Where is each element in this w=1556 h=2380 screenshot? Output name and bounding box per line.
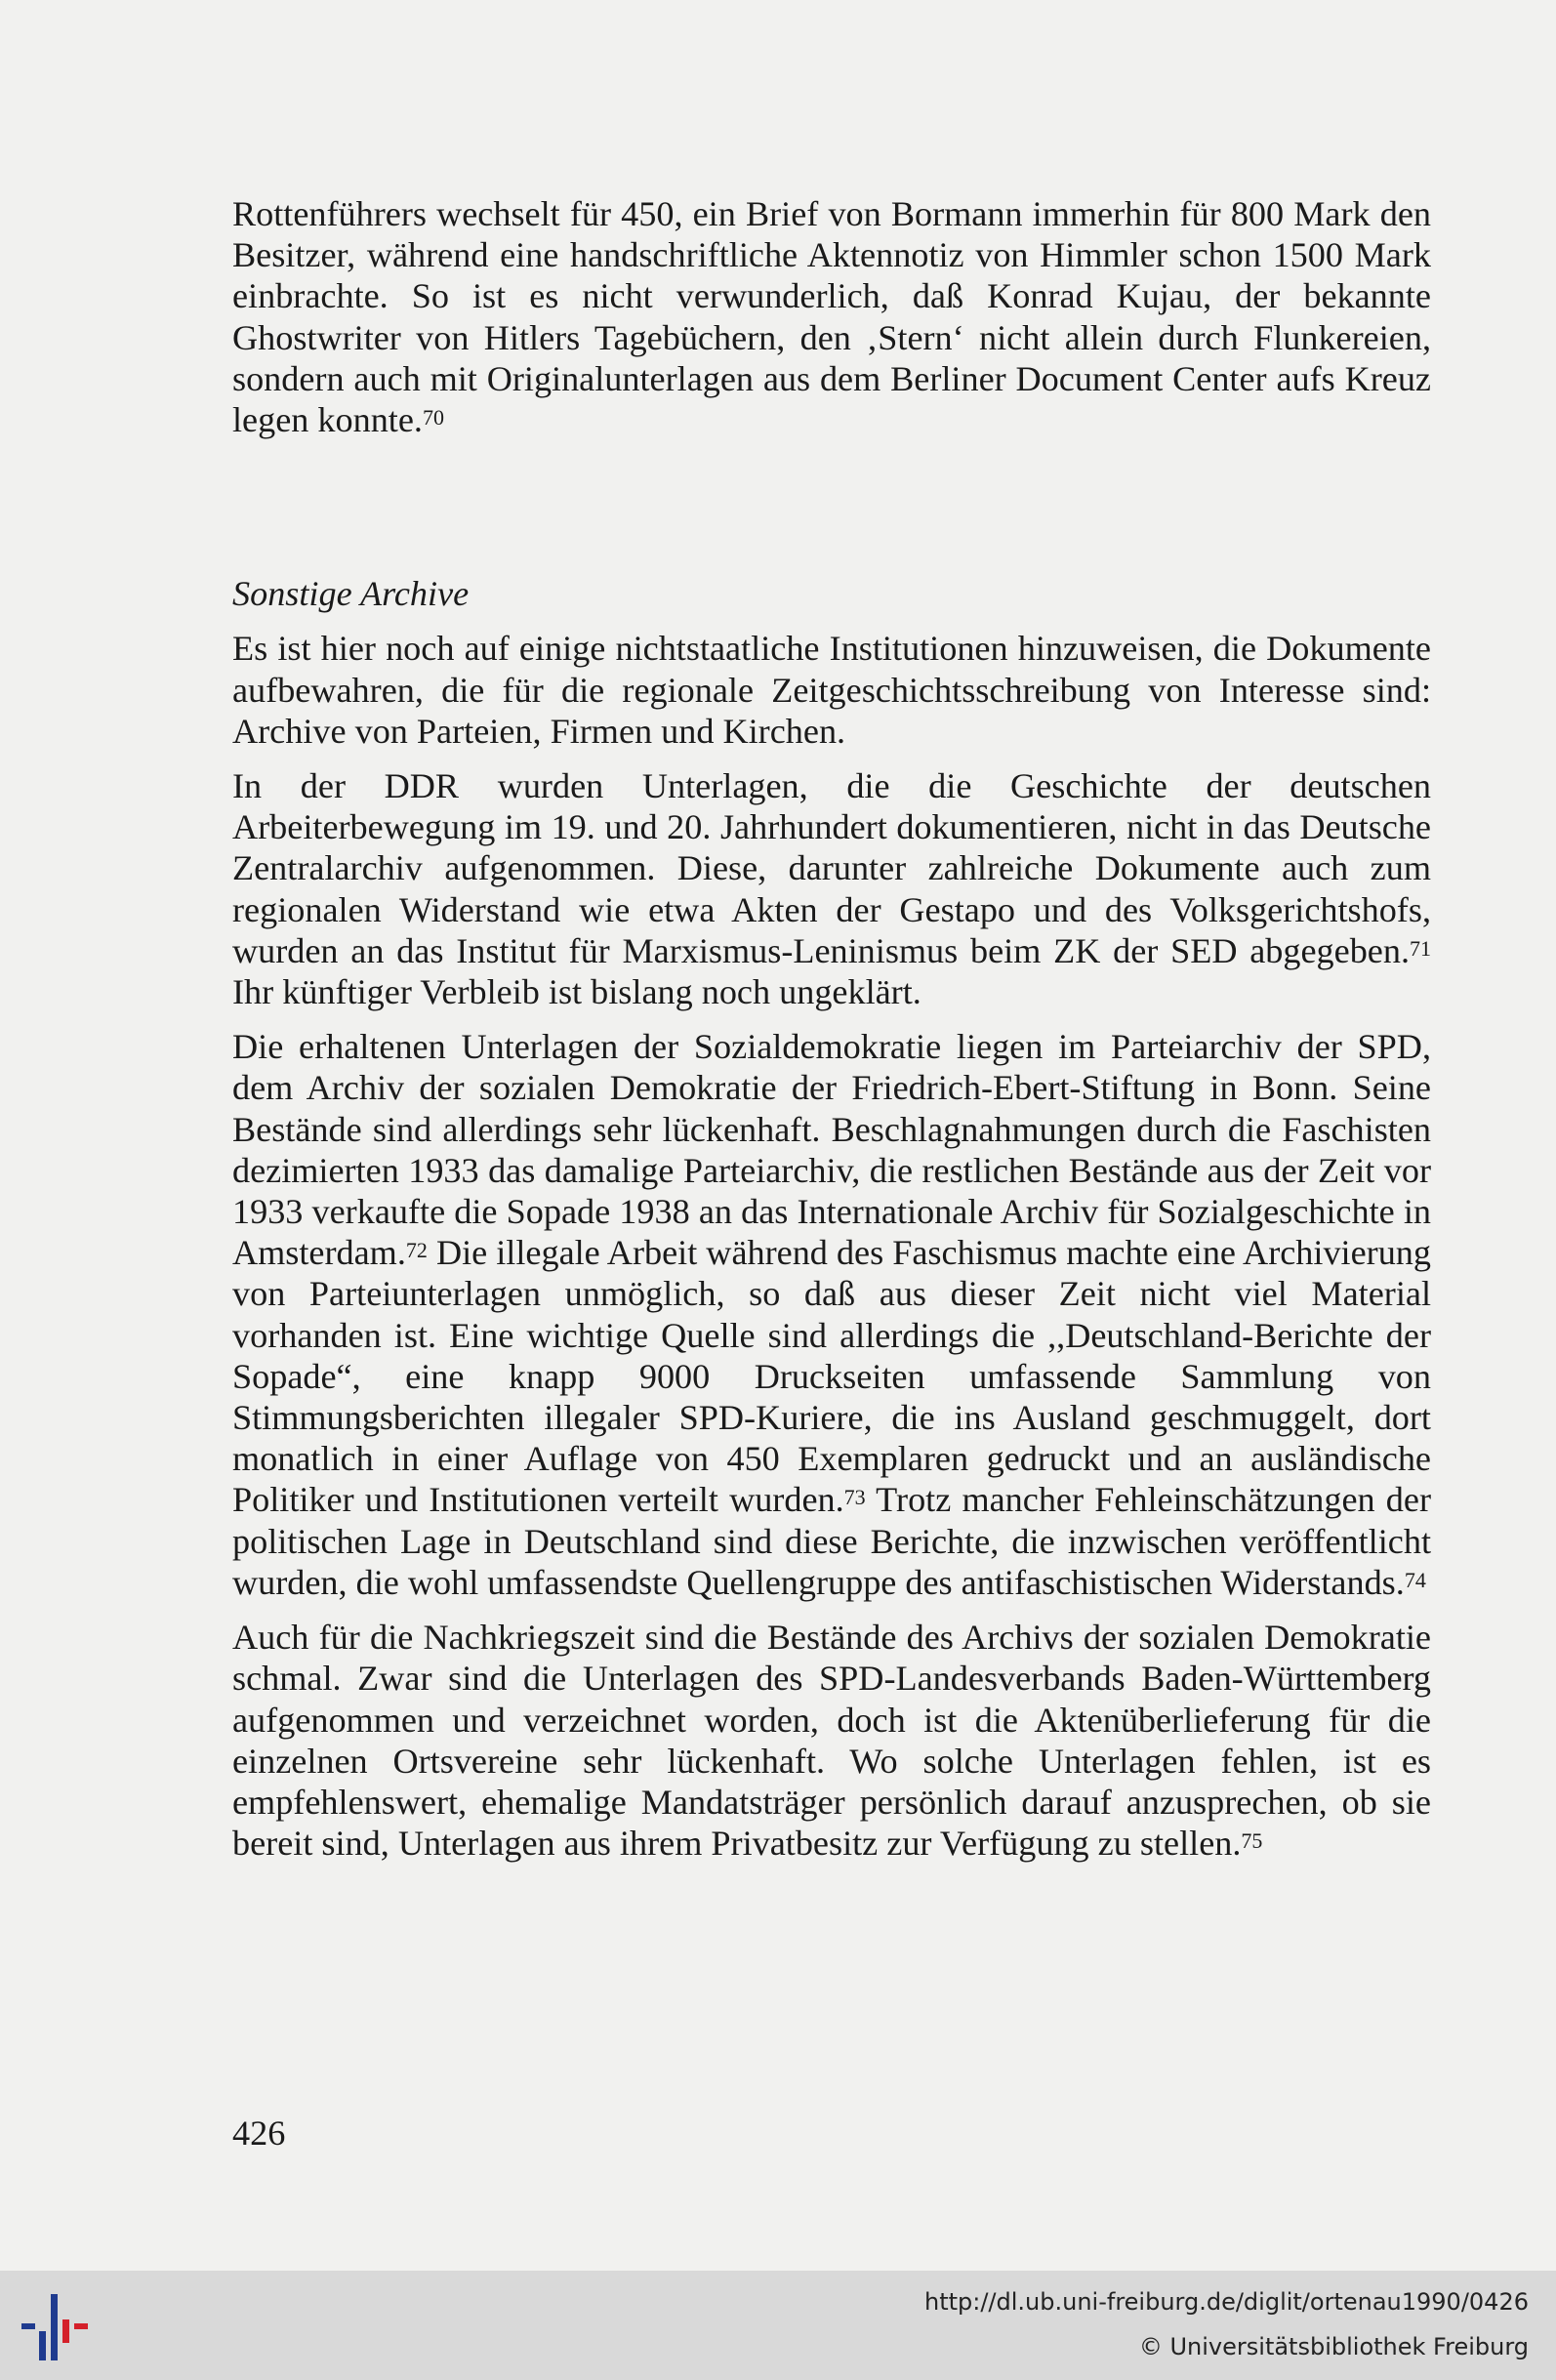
page-text bbox=[232, 193, 1431, 1864]
footnote-ref-75: 75 bbox=[1241, 1828, 1263, 1854]
paragraph-4: Die erhaltenen Unterlagen der Sozialdemokratie liegen im Parteiarchiv der SPD, dem Archiv der sozialen Demokratie der Friedrich-Ebert-Stiftung in Bonn. Seine Bestände sind allerdings sehr lückenhaft. Beschlagnahmungen durch die Faschisten dezimierten 1933 das damalige Parteiarchiv, die restlichen Bestände aus der Zeit vor 1933 verkaufte die Sopade 1938 an das Internationale Archiv für Sozialgeschichte in Amsterdam.$^{72}$ Die illegale Arbeit während des Faschismus machte eine Archivierung von Parteiunterlagen unmöglich, so daß aus dieser Zeit nicht viel Material vorhanden ist. Eine wichtige Quelle sind allerdings die ,,Deutschland-Berichte der Sopade“, eine knapp 9000 Druckseiten umfassende Sammlung von Stimmungsberichten illegaler SPD-Kuriere, die ins Ausland geschmuggelt, dort monatlich in einer Auflage von 450 Exemplaren gedruckt und an ausländische Politiker und Institutionen verteilt wurden.$^{73}$ Trotz mancher Fehleinschätzungen der politischen Lage in Deutschland sind diese Berichte, die inzwischen veröffentlicht wurden, die wohl umfassendste Quellengruppe des antifaschistischen Widerstands.$^{74}$ bbox=[232, 1027, 1431, 1602]
section-heading: Sonstige Archive bbox=[232, 574, 470, 614]
footnote-ref-73: 73 bbox=[843, 1485, 866, 1510]
footer-url-link[interactable]: http://dl.ub.uni-freiburg.de/diglit/ortenau1990/0426 bbox=[923, 2288, 1529, 2316]
paragraph-2: Es ist hier noch auf einige nichtstaatliche Institutionen hinzuweisen, die Dokumente aufbewahren, die für die regionale Zeitgeschichtsschreibung von Interesse sind: Archive von Parteien, Firmen und Kirchen. bbox=[232, 629, 1431, 751]
footnote-ref-71: 71 bbox=[1410, 935, 1431, 961]
paragraph-3: In der DDR wurden Unterlagen, die die Geschichte der deutschen Arbeiterbewegung im 19. und 20. Jahrhundert dokumentieren, nicht in das Deutsche Zentralarchiv aufgenommen. Diese, darunter zahlreiche Dokumente auch zum regionalen Widerstand wie etwa Akten der Gestapo und des Volksgerichtshofs, wurden an das Institut für Marxismus-Leninismus beim ZK der SED abgegeben.$^{71}$ Ihr künftiger Verbleib ist bislang noch ungeklärt. bbox=[232, 766, 1431, 1012]
page-number: 426 bbox=[232, 2113, 286, 2153]
footnote-ref-72: 72 bbox=[405, 1238, 428, 1263]
ub-freiburg-logo-icon bbox=[18, 2288, 96, 2364]
footer-copyright: © Universitätsbibliothek Freiburg bbox=[1138, 2333, 1529, 2360]
paragraph-1: Rottenführers wechselt für 450, ein Brief von Bormann immerhin für 800 Mark den Besitzer, während eine handschriftliche Aktennotiz von Himmler schon 1500 Mark einbrachte. So ist es nicht verwunderlich, daß Konrad Kujau, der bekannte Ghostwriter von Hitlers Tagebüchern, den ‚Stern‘ nicht allein durch Flunkereien, sondern auch mit Originalunterlagen aus dem Berliner Document Center aufs Kreuz legen konnte.$^{70}$ bbox=[232, 194, 1431, 440]
footnote-ref-74: 74 bbox=[1404, 1567, 1426, 1592]
footnote-ref-70: 70 bbox=[422, 405, 444, 431]
paragraph-5: Auch für die Nachkriegszeit sind die Bestände des Archivs der sozialen Demokratie schmal. Zwar sind die Unterlagen des SPD-Landesverbands Baden-Württemberg aufgenommen und verzeichnet worden, doch ist die Aktenüberlieferung für die einzelnen Ortsvereine sehr lückenhaft. Wo solche Unterlagen fehlen, ist es empfehlenswert, ehemalige Mandatsträger persönlich darauf anzusprechen, ob sie bereit sind, Unterlagen aus ihrem Privatbesitz zur Verfügung zu stellen.$^{75}$ bbox=[232, 1618, 1431, 1864]
footer-bar bbox=[0, 2271, 1556, 2380]
